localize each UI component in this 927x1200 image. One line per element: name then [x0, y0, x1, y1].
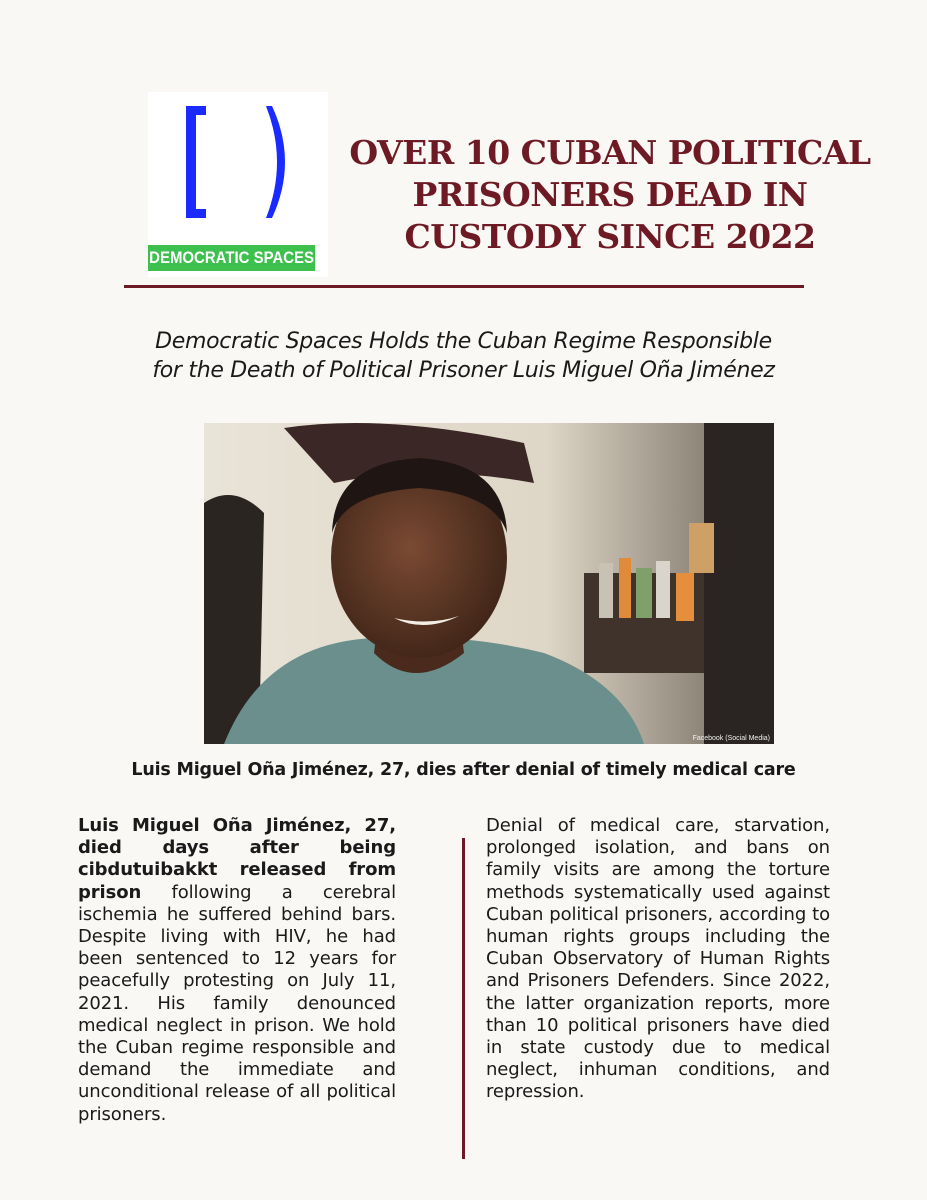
left-column-text: [78, 815, 396, 1126]
subheadline: [100, 327, 827, 385]
portrait-image-icon: [204, 423, 774, 744]
photo-caption: Luis Miguel Oña Jiménez, 27, dies after denial of timely medical care: [131, 760, 796, 780]
headline-line-2: PRISONERS DEAD IN: [412, 175, 808, 214]
right-column-text: Denial of medical care, starvation, prolonged isolation, and bans on family visits are among the torture methods systematically used against Cuban political prisoners, according to human rights groups including the Cuban Observatory of Human Rights and Prisoners Defenders. Since 2022, the latter organization reports, more than 10 political prisoners have died in state custody due to medical neglect, inhuman conditions, and repression.: [486, 815, 830, 1103]
bracket-logo-icon: [148, 92, 328, 232]
headline-divider: [124, 285, 804, 288]
photo-credit: Facebook (Social Media): [692, 735, 770, 742]
left-column-body: following a cerebral ischemia he suffered behind bars. Despite living with HIV, he had been sentenced to 12 years for peacefully protesting on July 11, 2021. His family denounced medical neglect in prison. We hold the Cuban regime responsible and demand the immediate and unconditional release of all political prisoners.: [78, 881, 396, 1125]
left-column-lead: Luis Miguel Oña Jiménez, 27, died days after being cibdutuibakkt released from prison: [78, 815, 396, 903]
subheadline-line-2: for the Death of Political Prisoner Luis Miguel Oña Jiménez: [152, 358, 775, 383]
headline-line-1: OVER 10 CUBAN POLITICAL: [349, 133, 871, 172]
subheadline-line-1: Democratic Spaces Holds the Cuban Regime Responsible: [155, 329, 772, 354]
logo-badge-text: DEMOCRATIC SPACES: [148, 245, 315, 271]
headline: [345, 132, 875, 258]
portrait-photo: [204, 423, 774, 744]
democratic-spaces-logo: [148, 92, 328, 277]
column-divider: [462, 838, 465, 1159]
headline-line-3: CUSTODY SINCE 2022: [404, 217, 816, 256]
